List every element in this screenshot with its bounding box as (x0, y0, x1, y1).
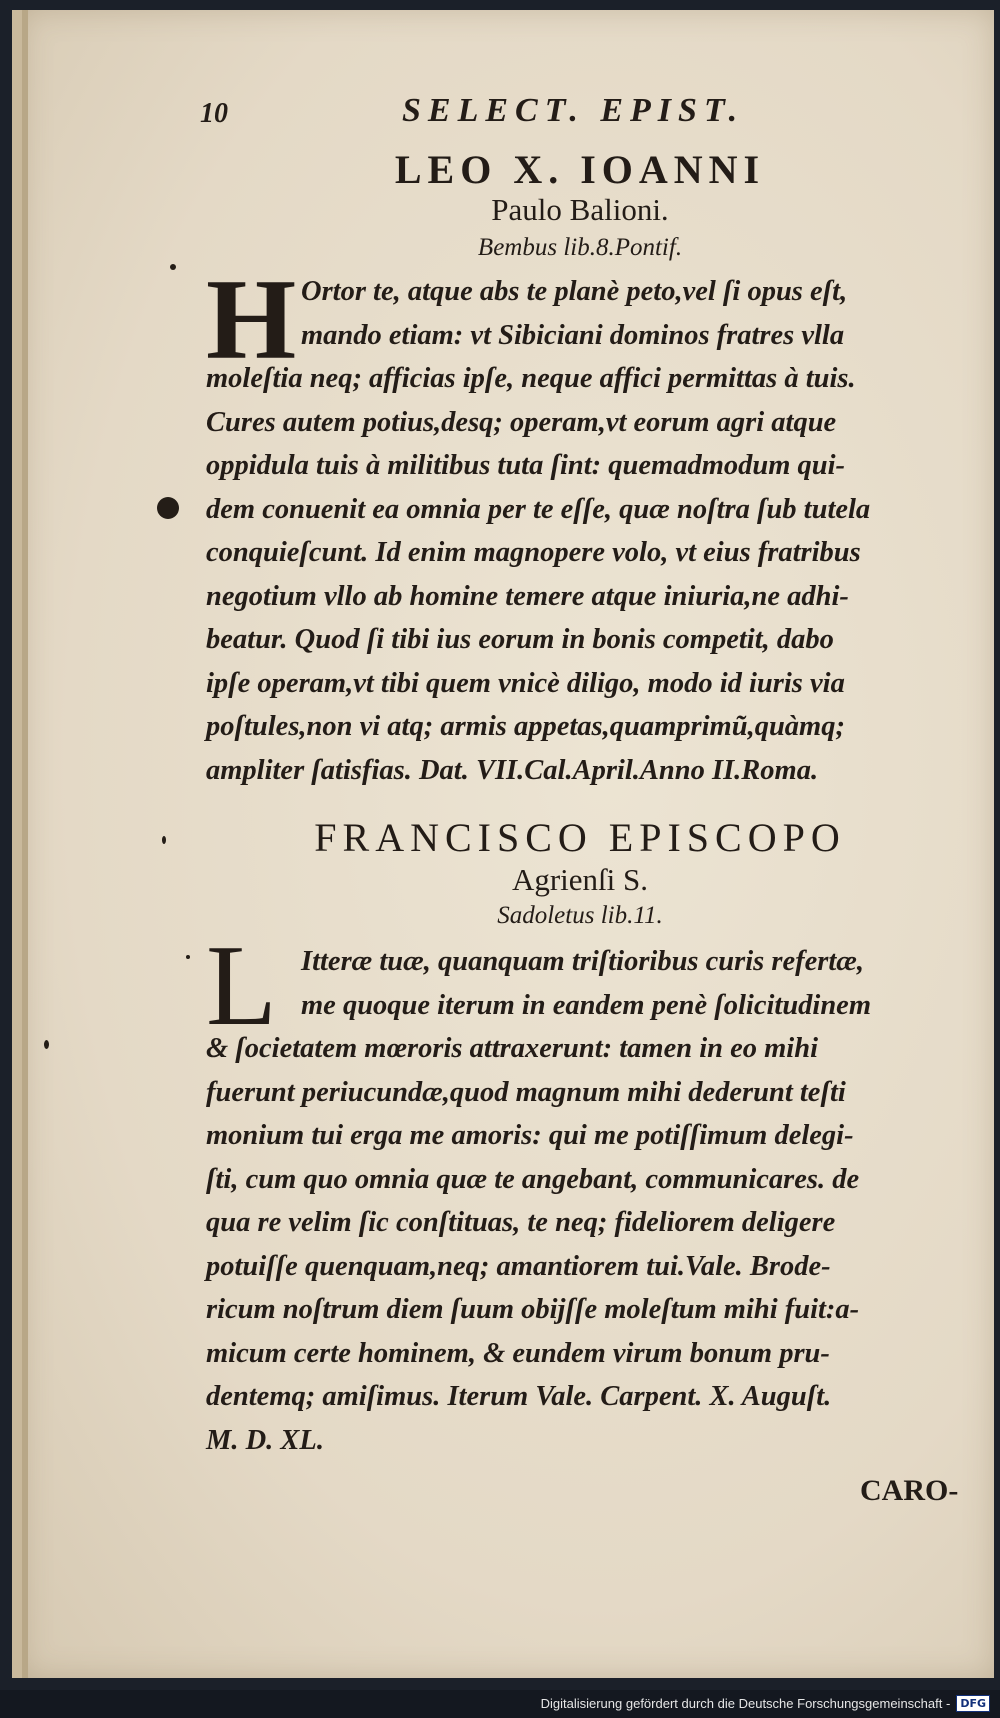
digitization-credit (541, 1695, 990, 1712)
ink-speck (44, 1040, 49, 1049)
text-line: poſtules,non vi atq; armis appetas,quamprimũ,quàmq; (206, 711, 845, 742)
text-line: moleſtia neq; afficias ipſe, neque affici permittas à tuis. (206, 363, 856, 394)
letter1-heading: LEO X. IOANNI (394, 147, 766, 192)
text-line: mando etiam: vt Sibiciani dominos fratres vlla (301, 319, 845, 351)
text-line: beatur. Quod ſi tibi ius eorum in bonis competit, dabo (206, 624, 834, 655)
text-line: ipſe operam,vt tibi quem vnicè diligo, modo id iuris via (206, 667, 845, 699)
text-line: potuiſſe quenquam,neq; amantiorem tui.Vale. Brode- (206, 1250, 831, 1282)
text-line: dentemq; amiſimus. Iterum Vale. Carpent. X. Auguſt. (206, 1381, 832, 1412)
text-line: micum certe hominem, & eundem virum bonum pru- (206, 1337, 830, 1369)
catchword: CARO- (860, 1474, 959, 1507)
text-line: dem conuenit ea omnia per te eſſe, quæ noſtra ſub tutela (206, 493, 871, 525)
text-line: me quoque iterum in eandem penè ſolicitudinem (301, 989, 871, 1021)
running-title: SELECT. EPIST. (402, 92, 745, 129)
letter1-dropcap: H (206, 256, 297, 384)
letter2-body (206, 940, 960, 1462)
text-line: fuerunt periucundæ,quod magnum mihi dederunt teſti (206, 1076, 846, 1108)
letter1-subheading: Paulo Balioni. (491, 192, 669, 227)
text-line: ampliter ſatisfias. Dat. VII.Cal.April.Anno II.Roma. (206, 754, 819, 786)
letter2-heading: FRANCISCO EPISCOPO (314, 815, 846, 860)
text-line: oppidula tuis à militibus tuta ſint: quemadmodum qui- (206, 450, 846, 481)
text-line: Itteræ tuæ, quanquam triſtioribus curis refertæ, (301, 946, 864, 977)
ink-speck (170, 264, 176, 270)
running-head (200, 92, 960, 142)
dfg-logo: DFG (956, 1695, 990, 1712)
text-line: negotium vllo ab homine temere atque iniuria,ne adhi- (206, 580, 849, 612)
text-line: ricum noſtrum diem ſuum obijſſe moleſtum mihi fuit:a- (206, 1294, 860, 1325)
letter2-dropcap: L (206, 922, 277, 1050)
text-line: Cures autem potius,desq; operam,vt eorum agri atque (206, 406, 837, 438)
ink-blot (157, 497, 179, 519)
text-line: M. D. XL. (206, 1424, 324, 1456)
letter2-subheading: Agrienſi S. (511, 862, 649, 897)
text-line: Ortor te, atque abs te planè peto,vel ſi opus eſt, (301, 276, 848, 307)
ink-speck (162, 836, 166, 844)
page-number: 10 (200, 98, 228, 129)
text-line: & ſocietatem mœroris attraxerunt: tamen in eo mihi (206, 1033, 818, 1064)
credit-text: Digitalisierung gefördert durch die Deutsche Forschungsgemeinschaft - (540, 1696, 951, 1711)
letter1-body (206, 270, 960, 792)
letter1-source: Bembus lib.8.Pontif. (477, 234, 683, 261)
text-line: ſti, cum quo omnia quæ te angebant, communicares. de (206, 1163, 860, 1195)
text-line: monium tui erga me amoris: qui me potiſſimum delegi- (206, 1120, 854, 1151)
page-edge (22, 10, 28, 1678)
ink-speck (186, 955, 190, 959)
text-line: qua re velim ſic conſtituas, te neq; fideliorem deligere (206, 1207, 836, 1238)
text-line: conquieſcunt. Id enim magnopere volo, vt eius fratribus (206, 537, 861, 568)
letter2-source: Sadoletus lib.11. (497, 902, 663, 929)
